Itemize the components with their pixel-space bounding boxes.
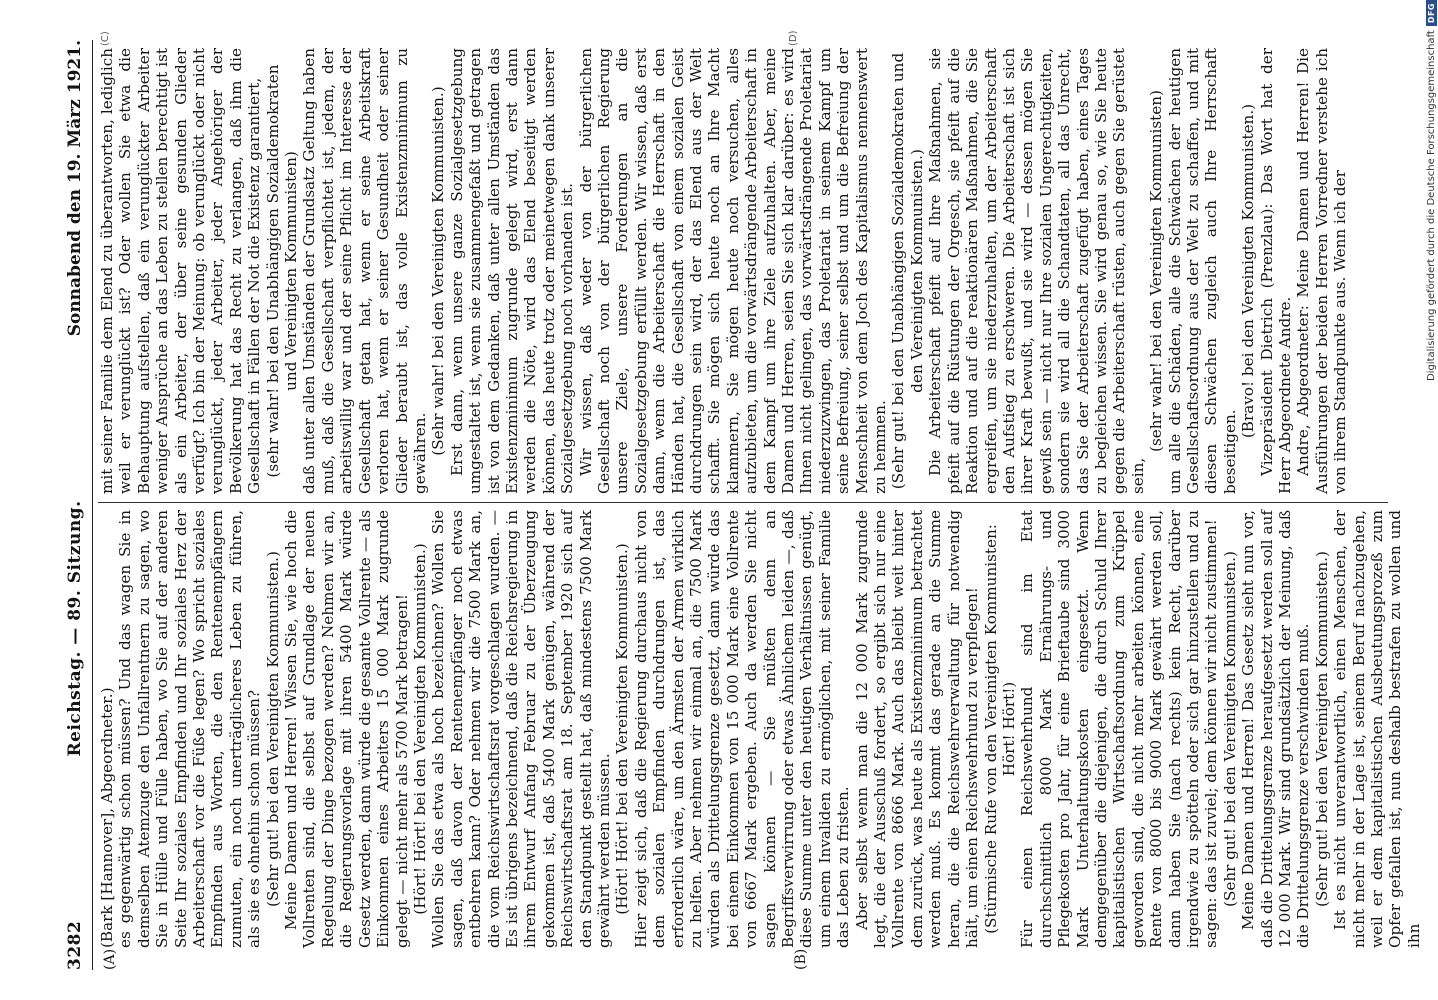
digitization-credit: [1424, 0, 1438, 990]
column-divider: [98, 502, 1388, 503]
paragraph: Aber selbst wenn man die 12 000 Mark zugrunde legt, die der Ausschuß fordert, so ergibt sich nur eine Vollrente von 8666 Mark. Auch das bleibt weit hinter dem zurück, was heute als Existenzminimum betrachtet werden muß. Es kommt das gerade an die Summe heran, die die Reichswehrverwaltung für notwendig hält, um einen Reichswehrhund zu verpflegen!: [852, 510, 982, 948]
paragraph: mit seiner Familie dem Elend zu überantworten, lediglich weil er verunglückt ist? Oder wollen Sie etwa die Behauptung aufstellen, daß ein verunglückter Arbeiter weniger Ansprüche an das Leben zu stellen berechtigt ist als ein Arbeiter, der über seine gesunden Glieder verfügt? Ich bin der Meinung: ob verunglückt oder nicht verunglückt, jeder Arbeiter, jeder Angehöriger der Bevölkerung hat das Recht zu verlangen, daß ihm die Gesellschaft in Fällen der Not die Existenz garantiert,: [98, 48, 264, 494]
paragraph: Wollen Sie das etwa als hoch bezeichnen? Wollen Sie sagen, daß davon der Rentenempfänger noch etwas entbehren kann? Oder nehmen wir die 7500 Mark an, die vom Reichswirtschaftsrat vorgeschlagen wurden. — Es ist übrigens bezeichnend, daß die Reichsregierung in ihrem Entwurf Anfang Februar zu der Überzeugung gekommen ist, daß 5400 Mark genügen, während der Reichswirtschaftsrat am 18. September 1920 sich auf den Standpunkt gestellt hat, daß mindestens 7500 Mark gewährt werden müssen.: [429, 510, 613, 948]
interjection: (sehr wahr! bei den Unabhängigen Sozialdemokraten und Vereinigten Kommunisten): [263, 64, 301, 478]
paragraph: Andre, Abgeordneter: Meine Damen und Herren! Die Ausführungen der beiden Herren Vorredner verstehe ich von ihrem Standpunkte aus. Wenn ich der: [1294, 48, 1350, 494]
interjection: (Sehr gut! bei den Vereinigten Kommunisten.): [1220, 551, 1239, 907]
paragraph: Für einen Reichswehrhund sind im Etat durchschnittlich 8000 Mark Ernährungs- und Pflegekosten pro Jahr, für eine Brieftaube sind 3000 Mark Unterhaltungskosten eingesetzt. Wenn demgegenüber die diejenigen, die durch Schuld Ihrer kapitalistischen Wirtschaftsordnung zum Krüppel geworden sind, die nicht mehr arbeiten können, eine Rente von 8000 bis 9000 Mark gewährt werden soll, dann haben Sie (nach rechts) kein Recht, darüber irgendwie zu spötteln oder sich gar hinzustellen und zu sagen: das ist zuviel; dem können wir nicht zustimmen!: [1018, 510, 1221, 948]
page-header: [58, 40, 93, 970]
interjection: (Sehr gut! bei den Vereinigten Kommunisten.): [263, 551, 282, 907]
interjection: (Stürmische Rufe von den Vereinigten Kommunisten: Hört! Hört!): [981, 524, 1018, 934]
page-number: 3282: [65, 920, 85, 970]
paragraph: Hier zeigt sich, daß die Regierung durchaus nicht von dem sozialen Empfinden durchdrungen ist, das erforderlich wäre, um den Ärmsten der Armen wirklich zu helfen. Aber nehmen wir einmal an, die 7500 Mark würden als Drittelungsgrenze gesetzt, dann würde das bei einem Einkommen von 15 000 Mark eine Vollrente von 6667 Mark ergeben. Auch da werden Sie nicht sagen können — Sie müßten denn an Begriffsverwirrung oder etwas Ähnlichem leiden —, daß diese Summe unter den heutigen Verhältnissen genügt, um einem Invaliden zu ermöglichen, mit seiner Familie das Leben zu fristen.: [631, 510, 853, 948]
paragraph: (Bark [Hannover], Abgeordneter.): [98, 687, 116, 948]
paragraph: um alle die Schäden, alle die Schwächen der heutigen Gesellschaftsordnung aus der Welt zu schaffen, und mit diesen Schwächen zugleich auch Ihre Herrschaft beseitigen.: [1165, 48, 1239, 494]
paragraph: Die Arbeiterschaft pfeift auf Ihre Maßnahmen, sie pfeift auf die Rüstungen der Orgesch, sie pfeift auf die Reaktion und auf die reaktionären Maßnahmen, die Sie ergreifen, um sie niederzuhalten, um der Arbeiterschaft den Aufstieg zu erschweren. Die Arbeiterschaft ist sich ihrer Kraft bewußt, und sie wird — dessen mögen Sie gewiß sein — nicht nur Ihre sozialen Ungerechtigkeiten, sondern sie wird all die Schandtaten, all das Unrecht, das Sie der Arbeiterschaft zugefügt haben, eines Tages zu begleichen wissen. Sie wird genau so, wie Sie heute gegen die Arbeiterschaft rüsten, auch gegen Sie gerüstet sein,: [926, 48, 1147, 494]
paragraph: Meine Damen und Herren! Wissen Sie, wie hoch die Vollrenten sind, die selbst auf Grundlage der neuen Regelung der Dinge bezogen werden? Nehmen wir an, die Regierungsvorlage mit ihren 5400 Mark würde Gesetz werden, dann würde die gesamte Vollrente — als Einkommen eines Arbeiters 15 000 Mark zugrunde gelegt — nicht mehr als 5700 Mark betragen!: [282, 510, 411, 948]
text-column-right: [98, 48, 1388, 494]
interjection: (Sehr wahr! bei den Vereinigten Kommunisten.): [429, 86, 448, 456]
interjection: (Hört! Hört! bei den Vereinigten Kommunisten.): [613, 543, 632, 915]
paragraph: es gegenwärtig schon müssen? Und das wagen Sie in demselben Atemzuge den Unfallrentnern zu sagen, wo Sie in Hülle und Fülle haben, wo Sie auf der anderen Seite Ihr soziales Empfinden und Ihr soziales Herz der Arbeiterschaft vor die Füße legen? Wo spricht soziales Empfinden aus Worten, die den Rentenempfängern zumuten, ein noch unerträglicheres Leben zu führen, als sie es ohnehin schon müssen?: [116, 510, 264, 948]
rotated-scan-page: [58, 30, 1423, 970]
paragraph: Ist es nicht unverantwortlich, einen Menschen, der nicht mehr in der Lage ist, seinem Beruf nachzugehen, weil er dem kapitalistischen Ausbeutungsprozeß zum Opfer gefallen ist, nun deshalb bestrafen zu wollen und ihn: [1331, 510, 1423, 948]
interjection: (sehr wahr! bei den Vereinigten Kommunisten): [1147, 90, 1166, 452]
margin-marker-b: (B): [793, 948, 809, 970]
paragraph: Vizepräsident Dietrich (Prenzlau): Das Wort hat der Herr Abgeordnete Andre.: [1257, 48, 1294, 494]
dfg-logo: DFG: [1426, 0, 1437, 26]
interjection: (Sehr gut! bei den Vereinigten Kommunisten.): [1312, 551, 1331, 907]
paragraph: daß unter allen Umständen der Grundsatz Geltung haben muß, daß die Gesellschaft verpflichtet ist, jedem, der arbeitswillig war und der seine Pflicht im Interesse der Gesellschaft getan hat, wenn er seine Arbeitskraft verloren hat, wenn er seiner Gesundheit oder seiner Glieder beraubt ist, das volle Existenzminimum zu gewähren.: [300, 48, 429, 494]
session-title: Reichstag. — 89. Sitzung.: [65, 500, 85, 757]
text-column-left: [98, 510, 1423, 948]
paragraph: Meine Damen und Herren! Das Gesetz sieht nun vor, daß die Drittelungsgrenze heraufgesetzt werden soll auf 12 000 Mark. Wir sind grundsätzlich der Meinung, daß die Drittelungsgrenze verschwinden muß.: [1239, 510, 1313, 948]
interjection: (Sehr gut! bei den Unabhängigen Sozialdemokraten und den Vereinigten Kommunisten.): [889, 52, 926, 490]
interjection: (Bravo! bei den Vereinigten Kommunisten.): [1239, 103, 1258, 439]
interjection: (Hört! Hört! bei den Vereinigten Kommunisten.): [410, 543, 429, 915]
paragraph: Erst dann, wenn unsere ganze Sozialgesetzgebung umgestaltet ist, wenn sie zusammengefaßt und getragen ist von dem Gedanken, daß unter allen Umständen das Existenzminimum zugrunde gelegt wird, erst dann werden die Nöte, wird das Elend beseitigt werden können, das heute trotz oder meinetwegen dank unserer Sozialgesetzgebung noch vorhanden ist.: [447, 48, 577, 494]
margin-marker-c: (C): [100, 31, 111, 46]
margin-marker-a: (A): [102, 948, 118, 970]
credit-text: Digitalisierung gefördert durch die Deutsche Forschungsgemeinschaft: [1425, 30, 1437, 382]
margin-marker-d: (D): [788, 30, 799, 46]
session-date: Sonnabend den 19. März 1921.: [65, 40, 85, 337]
paragraph: Wir wissen, daß weder von der bürgerlichen Gesellschaft noch von der bürgerlichen Regierung unsere Ziele, unsere Forderungen an die Sozialgesetzgebung erfüllt werden. Wir wissen, daß erst dann, wenn die Arbeiterschaft die Herrschaft in den Händen hat, die Gesellschaft von einem sozialen Geist durchdrungen sein wird, der das Elend aus der Welt schafft. Sie mögen sich heute noch an Ihre Macht klammern, Sie mögen heute noch versuchen, alles aufzubieten, um die vorwärtsdrängende Arbeiterschaft in dem Kampf um ihre Ziele aufzuhalten. Aber, meine Damen und Herren, seien Sie sich klar darüber: es wird Ihnen nicht gelingen, das vorwärtsdrängende Proletariat niederzuzwingen, das Proletariat in seinem Kampf um seine Befreiung, seiner selbst und um die Befreiung der Menschheit von dem Joch des Kapitalismus nennenswert zu hemmen.: [576, 48, 890, 494]
